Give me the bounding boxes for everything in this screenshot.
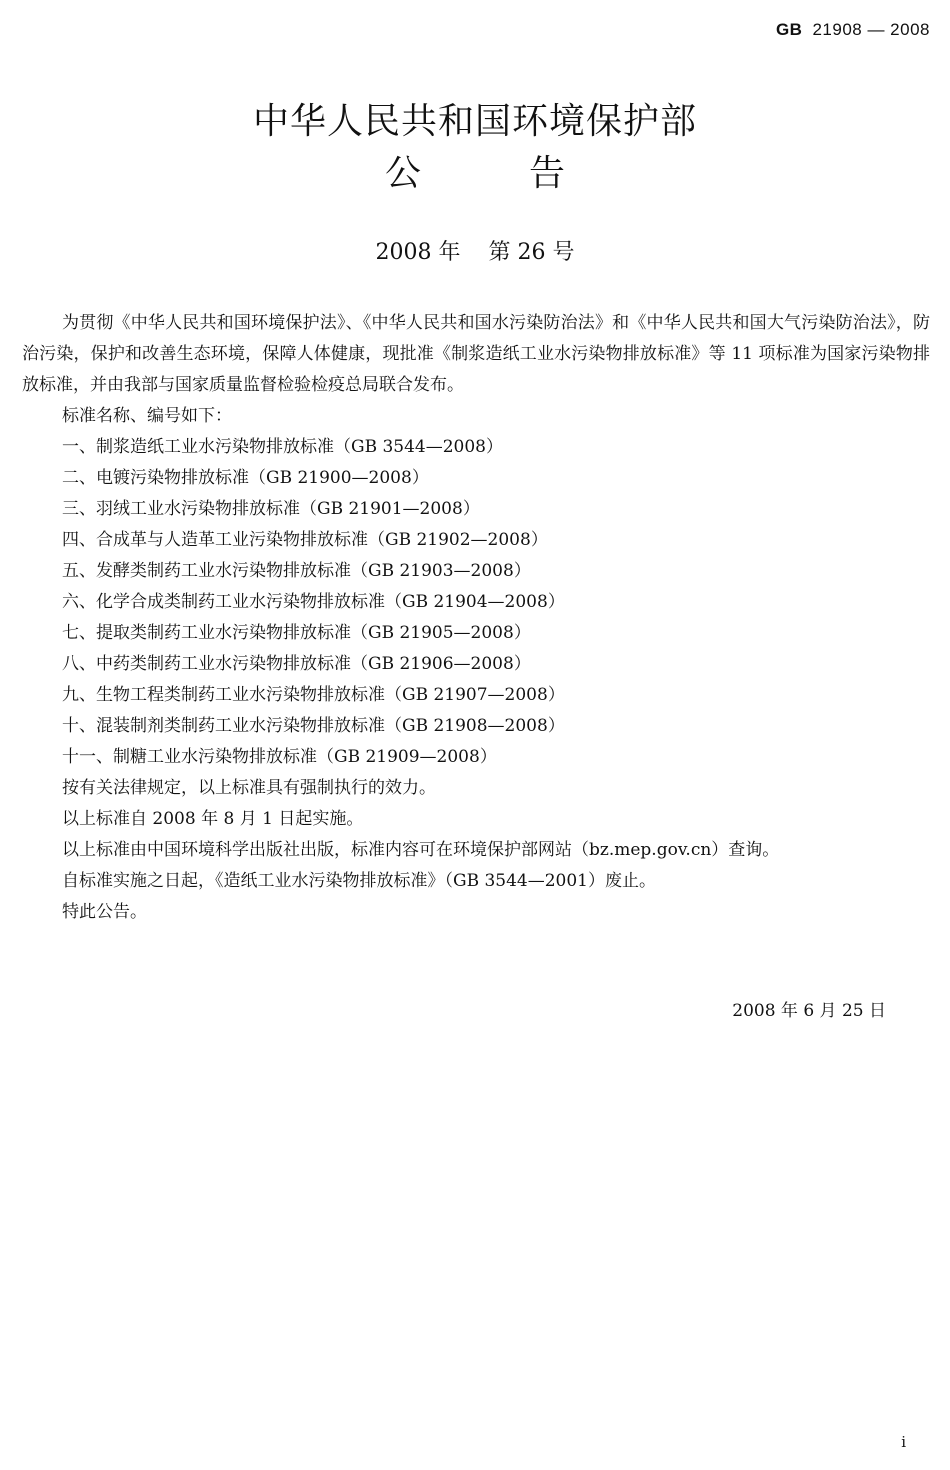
subtitle-char-1: 公 [384, 153, 421, 194]
intro-paragraph: 为贯彻《中华人民共和国环境保护法》、《中华人民共和国水污染防治法》和《中华人民共和国大气污染防治法》，防治污染，保护和改善生态环境，保障人体健康，现批准《制浆造纸工业水污染物排放标准》等 11 项标准为国家污染物排放标准，并由我部与国家质量监督检验检疫总局联合发布。 [22, 313, 930, 395]
document-subtitle [0, 150, 950, 198]
page-number: i [901, 1433, 906, 1451]
closing-line: 以上标准由中国环境科学出版社出版，标准内容可在环境保护部网站（bz.mep.gov.cn）查询。 [62, 840, 780, 860]
document-title: 中华人民共和国环境保护部 [252, 101, 697, 142]
signature-date: 2008 年 6 月 25 日 [732, 1001, 886, 1021]
list-item: 十、混装制剂类制药工业水污染物排放标准（GB 21908—2008） [62, 716, 565, 736]
list-item: 十一、制糖工业水污染物排放标准（GB 21909—2008） [62, 747, 497, 767]
list-heading: 标准名称、编号如下： [62, 406, 232, 426]
issue-no: 第 26 号 [488, 240, 575, 265]
list-item: 六、化学合成类制药工业水污染物排放标准（GB 21904—2008） [62, 592, 565, 612]
standard-number: 21908 — 2008 [812, 20, 930, 39]
issue-year: 2008 年 [375, 240, 461, 265]
closing-line: 按有关法律规定，以上标准具有强制执行的效力。 [62, 778, 436, 798]
list-item: 四、合成革与人造革工业污染物排放标准（GB 21902—2008） [62, 530, 548, 550]
closing-line: 自标准实施之日起，《造纸工业水污染物排放标准》（GB 3544—2001）废止。 [62, 871, 657, 891]
announcement-body [22, 308, 930, 928]
standard-code-header [776, 20, 930, 40]
list-item: 五、发酵类制药工业水污染物排放标准（GB 21903—2008） [62, 561, 531, 581]
list-item: 七、提取类制药工业水污染物排放标准（GB 21905—2008） [62, 623, 531, 643]
list-item: 三、羽绒工业水污染物排放标准（GB 21901—2008） [62, 499, 480, 519]
standard-prefix: GB [775, 20, 803, 39]
list-item: 八、中药类制药工业水污染物排放标准（GB 21906—2008） [62, 654, 531, 674]
closing-line: 特此公告。 [62, 902, 147, 922]
issue-number [0, 236, 950, 270]
subtitle-char-2: 告 [529, 153, 566, 194]
list-item: 九、生物工程类制药工业水污染物排放标准（GB 21907—2008） [62, 685, 565, 705]
list-item: 二、电镀污染物排放标准（GB 21900—2008） [62, 468, 429, 488]
closing-line: 以上标准自 2008 年 8 月 1 日起实施。 [62, 809, 364, 829]
list-item: 一、制浆造纸工业水污染物排放标准（GB 3544—2008） [62, 437, 504, 457]
